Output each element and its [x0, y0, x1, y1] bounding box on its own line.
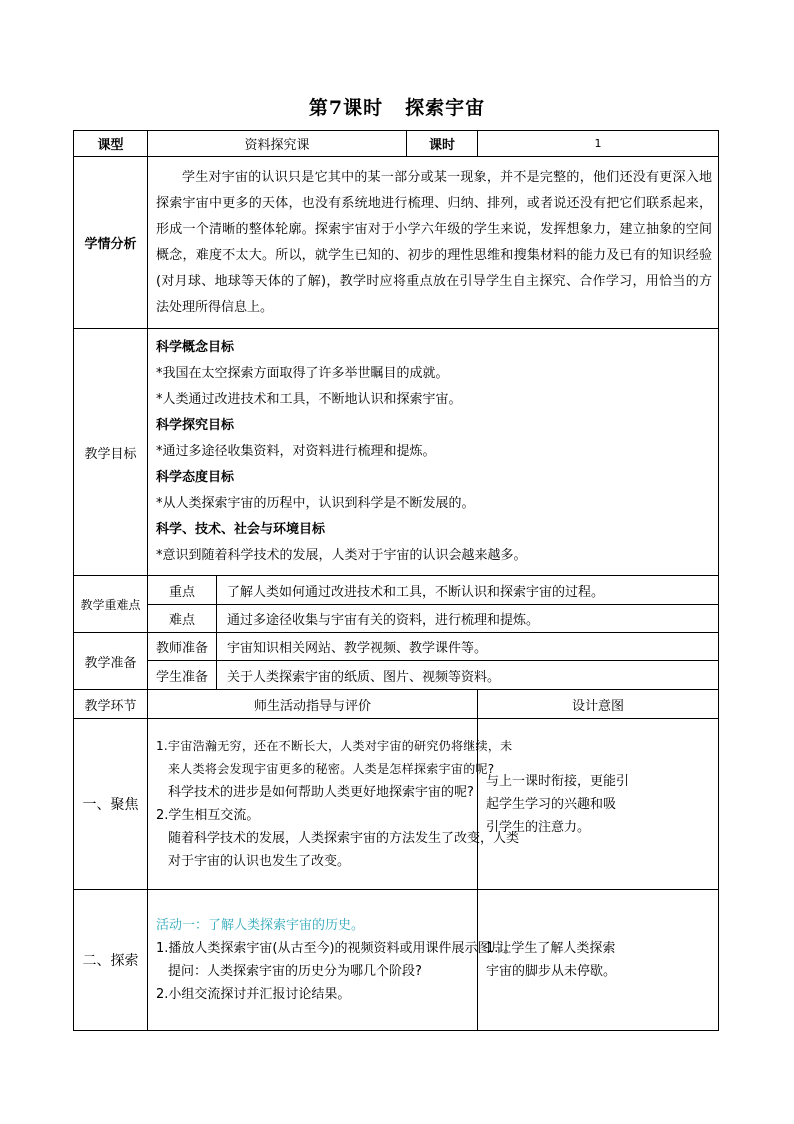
focus-line: 1.宇宙浩瀚无穷，还在不断长大，人类对宇宙的研究仍将继续，未 — [156, 739, 513, 753]
goal-line: *通过多途径收集资料，对资料进行梳理和提炼。 — [156, 444, 436, 459]
student-prep-label: 学生准备 — [148, 661, 217, 690]
focus-row — [74, 719, 719, 890]
goal-heading: 科学探究目标 — [156, 418, 235, 433]
hours-label: 课时 — [407, 131, 478, 157]
analysis-row — [74, 157, 719, 329]
activity-title: 活动一：了解人类探索宇宙的历史。 — [156, 918, 365, 933]
goal-line: *从人类探索宇宙的历程中，认识到科学是不断发展的。 — [156, 496, 475, 511]
teacher-prep-text: 宇宙知识相关网站、教学视频、教学课件等。 — [217, 633, 719, 661]
analysis-text: 学生对宇宙的认识只是它其中的某一部分或某一现象，并不是完整的，他们还没有更深入地探索宇宙中更多的天体，也没有系统地进行梳理、归纳、排列，或者说还没有把它们联系起来，形成一个清晰的整体轮廓。探索宇宙对于小学六年级的学生来说，发挥想象力，建立抽象的空间概念，难度不太大。所以，就学生已知的、初步的理性思维和搜集材料的能力及已有的知识经验(对月球、地球等天体的了解)，教学时应将重点放在引导学生自主探究、合作学习，用恰当的方法处理所得信息上。 — [148, 157, 719, 329]
explore-line: 1.播放人类探索宇宙(从古至今)的视频资料或用课件展示图片。 — [156, 941, 517, 956]
explore-line: 2.小组交流探讨并汇报讨论结果。 — [156, 987, 351, 1002]
goal-heading: 科学、技术、社会与环境目标 — [156, 522, 326, 537]
goal-line: *人类通过改进技术和工具，不断地认识和探索宇宙。 — [156, 392, 462, 407]
explore-label: 二、探索 — [74, 890, 148, 1031]
goal-line: *意识到随着科学技术的发展，人类对于宇宙的认识会越来越多。 — [156, 548, 527, 563]
process-col-stage: 教学环节 — [74, 690, 148, 719]
key-points-label: 教学重难点 — [74, 576, 148, 633]
lesson-topic: 探索宇宙 — [405, 97, 486, 119]
focus-line: 来人类将会发现宇宙更多的秘密。人类是怎样探索宇宙的呢? — [168, 762, 495, 776]
page-title — [0, 93, 794, 120]
focus-intent — [478, 719, 719, 890]
explore-content — [148, 890, 517, 1031]
goal-heading: 科学概念目标 — [156, 340, 235, 355]
intent-line: 与上一课时衔接，更能引 — [486, 773, 630, 789]
focus-label: 一、聚焦 — [74, 719, 148, 890]
type-value: 资料探究课 — [148, 131, 407, 157]
lesson-number: 第7课时 — [308, 97, 384, 119]
process-header-row — [74, 690, 719, 719]
focus-content — [148, 719, 520, 890]
header-row — [74, 131, 719, 157]
goals-label: 教学目标 — [74, 329, 148, 576]
lesson-plan-table — [73, 130, 719, 1031]
type-label: 课型 — [74, 131, 148, 157]
difficulty-label: 难点 — [148, 605, 217, 633]
hours-value: 1 — [478, 131, 719, 157]
process-col-intent: 设计意图 — [478, 690, 719, 719]
analysis-label: 学情分析 — [74, 157, 148, 329]
goals-row — [74, 329, 719, 576]
key-point-row — [74, 576, 719, 605]
teacher-prep-label: 教师准备 — [148, 633, 217, 661]
explore-line: 提问：人类探索宇宙的历史分为哪几个阶段? — [168, 964, 422, 979]
intent-line: 起学生学习的兴趣和吸 — [486, 796, 617, 812]
difficulty-row — [74, 605, 719, 633]
key-text: 了解人类如何通过改进技术和工具，不断认识和探索宇宙的过程。 — [217, 576, 719, 605]
explore-intent — [478, 890, 719, 1031]
student-prep-text: 关于人类探索宇宙的纸质、图片、视频等资料。 — [217, 661, 719, 690]
focus-line: 2.学生相互交流。 — [156, 808, 260, 823]
prep-label: 教学准备 — [74, 633, 148, 690]
goal-line: *我国在太空探索方面取得了许多举世瞩目的成就。 — [156, 366, 449, 381]
intent-line: 宇宙的脚步从未停歇。 — [486, 964, 617, 979]
explore-row — [74, 890, 719, 1031]
student-prep-row — [74, 661, 719, 690]
process-col-activity: 师生活动指导与评价 — [148, 690, 478, 719]
goals-content — [148, 329, 719, 576]
difficulty-text: 通过多途径收集与宇宙有关的资料，进行梳理和提炼。 — [217, 605, 719, 633]
goal-heading: 科学态度目标 — [156, 470, 235, 485]
focus-line: 对于宇宙的认识也发生了改变。 — [168, 854, 351, 869]
key-label: 重点 — [148, 576, 217, 605]
focus-line: 科学技术的进步是如何帮助人类更好地探索宇宙的呢? — [168, 785, 474, 800]
teacher-prep-row — [74, 633, 719, 661]
intent-line: 1.让学生了解人类探索 — [486, 941, 616, 956]
intent-line: 引学生的注意力。 — [486, 819, 591, 835]
focus-line: 随着科学技术的发展，人类探索宇宙的方法发生了改变，人类 — [168, 831, 520, 846]
